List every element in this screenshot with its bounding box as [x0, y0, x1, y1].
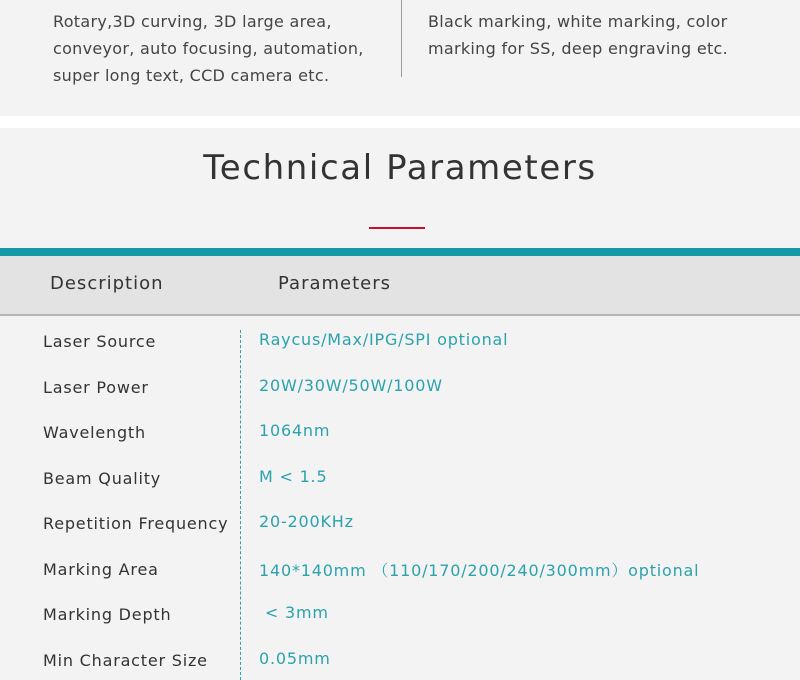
row-label: Laser Power	[43, 377, 149, 397]
table-row	[0, 637, 800, 680]
row-value: < 3mm	[259, 603, 329, 622]
table-row	[0, 591, 800, 637]
row-label: Beam Quality	[43, 468, 162, 488]
section-spacer	[0, 116, 800, 128]
row-label: Repetition Frequency	[43, 514, 229, 533]
table-header	[0, 256, 800, 314]
row-value: 140*140mm （110/170/200/240/300mm）optional	[259, 560, 700, 580]
row-label: Min Character Size	[43, 650, 208, 670]
table-row	[0, 318, 800, 364]
table-row	[0, 364, 800, 410]
row-label: Marking Depth	[43, 605, 172, 624]
row-value: 20-200KHz	[259, 512, 354, 531]
row-label: Wavelength	[43, 423, 146, 442]
parameters-table-body	[0, 318, 800, 680]
row-value: 1064nm	[259, 421, 331, 440]
table-row	[0, 546, 800, 592]
title-underline	[369, 227, 425, 229]
features-left-text: Rotary,3D curving, 3D large area, conveyor, auto focusing, automation, super long text, CCD camera etc.	[53, 12, 364, 85]
table-row	[0, 409, 800, 455]
features-band	[0, 0, 800, 116]
row-value: M < 1.5	[259, 466, 328, 486]
row-value: Raycus/Max/IPG/SPI optional	[259, 330, 509, 349]
features-right-text: Black marking, white marking, color marking for SS, deep engraving etc.	[428, 12, 729, 58]
section-title: Technical Parameters	[203, 148, 597, 188]
row-label: Laser Source	[43, 332, 157, 351]
header-description: Description	[50, 273, 164, 294]
header-rule	[0, 314, 800, 316]
row-value: 20W/30W/50W/100W	[259, 375, 443, 395]
header-parameters: Parameters	[278, 273, 392, 294]
row-label: Marking Area	[43, 559, 159, 579]
table-row	[0, 455, 800, 501]
table-accent-bar	[0, 248, 800, 256]
row-value: 0.05mm	[259, 648, 331, 668]
features-divider	[401, 0, 402, 77]
table-row	[0, 500, 800, 546]
